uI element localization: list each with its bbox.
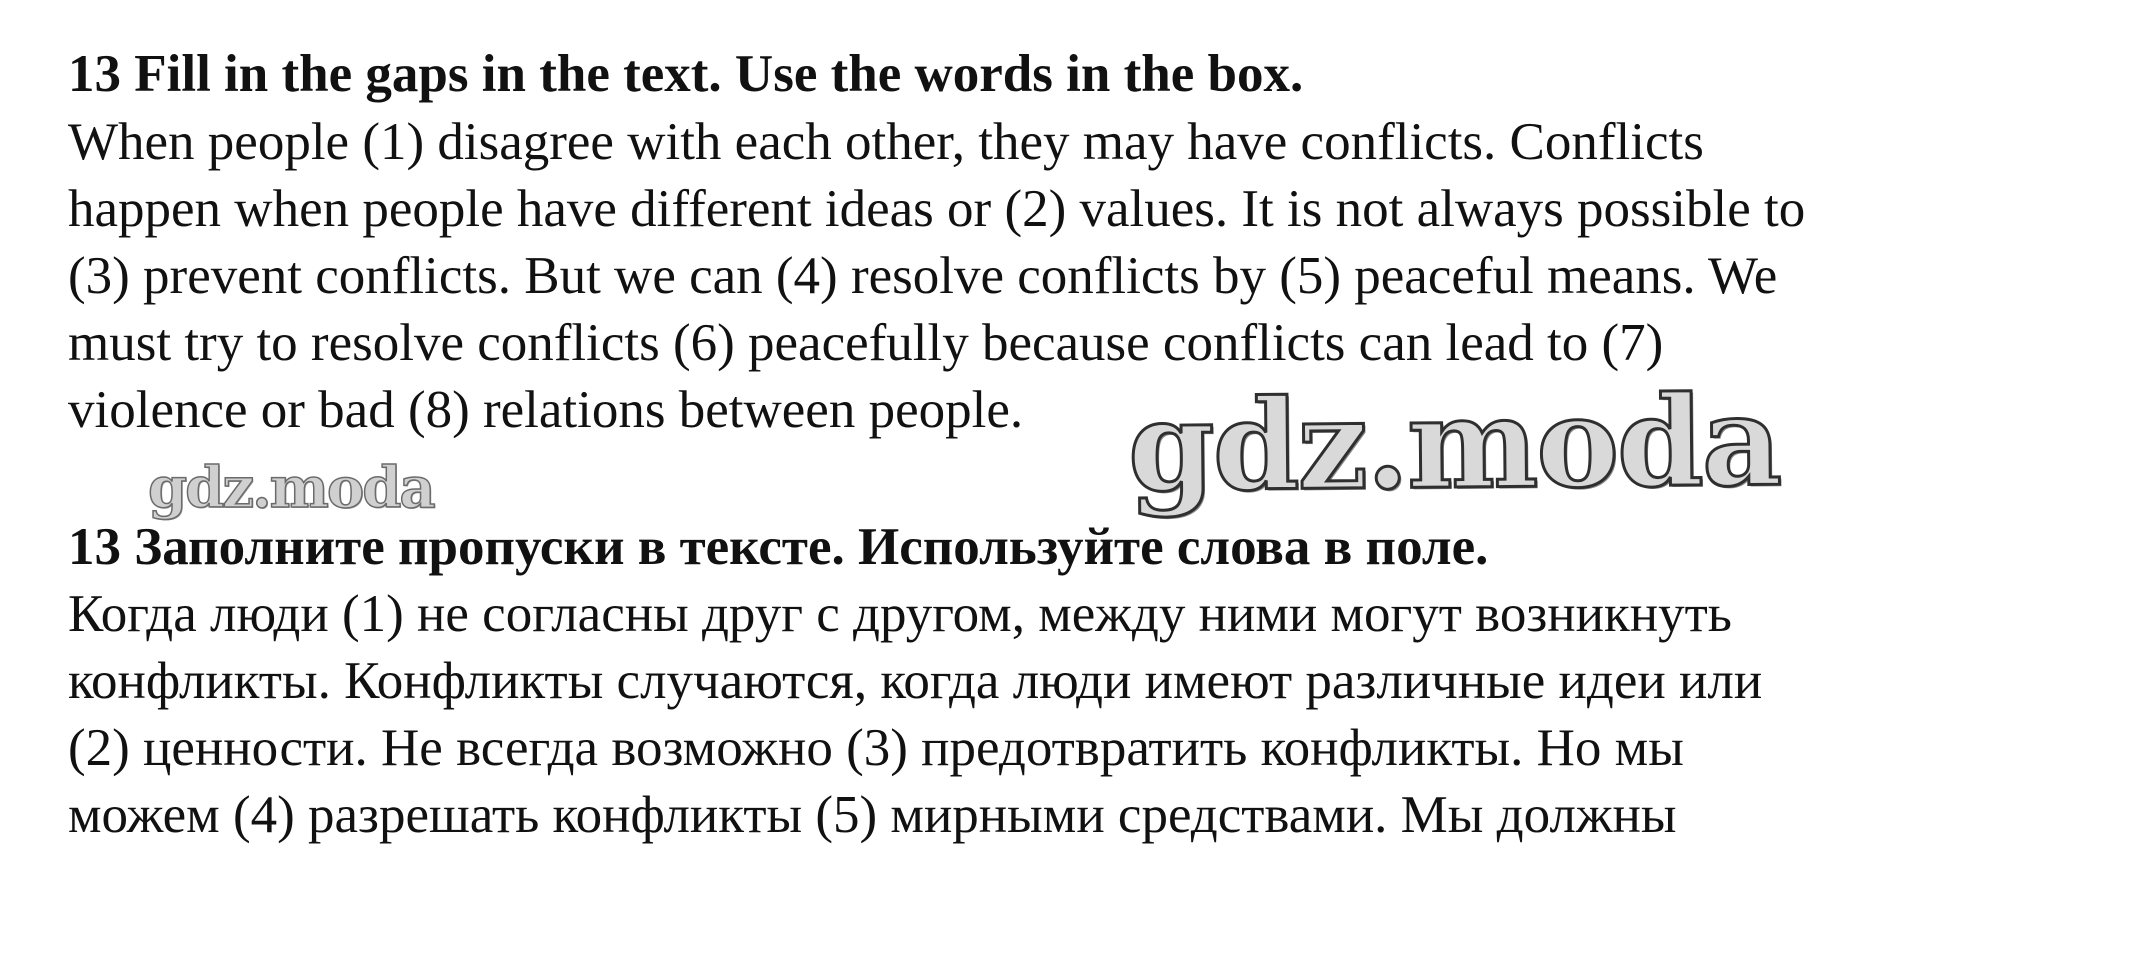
watermark-small: gdz.moda bbox=[148, 455, 434, 521]
english-text-line: must try to resolve conflicts (6) peacefully because conflicts can lead to (7) bbox=[68, 314, 1664, 372]
russian-text-line: можем (4) разрешать конфликты (5) мирными средствами. Мы должны bbox=[68, 786, 1677, 844]
russian-text-line: конфликты. Конфликты случаются, когда люди имеют различные идеи или bbox=[68, 652, 1763, 710]
english-heading: 13 Fill in the gaps in the text. Use the words in the box. bbox=[68, 45, 1304, 103]
russian-text-line: (2) ценности. Не всегда возможно (3) предотвратить конфликты. Но мы bbox=[68, 719, 1684, 777]
english-text-line: When people (1) disagree with each other, they may have conflicts. Conflicts bbox=[68, 113, 1704, 171]
watermark-large: gdz.moda bbox=[1127, 369, 1781, 520]
english-text-line: happen when people have different ideas or (2) values. It is not always possible to bbox=[68, 180, 1806, 238]
russian-heading: 13 Заполните пропуски в тексте. Используйте слова в поле. bbox=[68, 518, 1489, 576]
russian-text-line: Когда люди (1) не согласны друг с другом, между ними могут возникнуть bbox=[68, 585, 1732, 643]
english-text-line: (3) prevent conflicts. But we can (4) resolve conflicts by (5) peaceful means. We bbox=[68, 247, 1778, 305]
english-text-line: violence or bad (8) relations between people. bbox=[68, 381, 1024, 439]
